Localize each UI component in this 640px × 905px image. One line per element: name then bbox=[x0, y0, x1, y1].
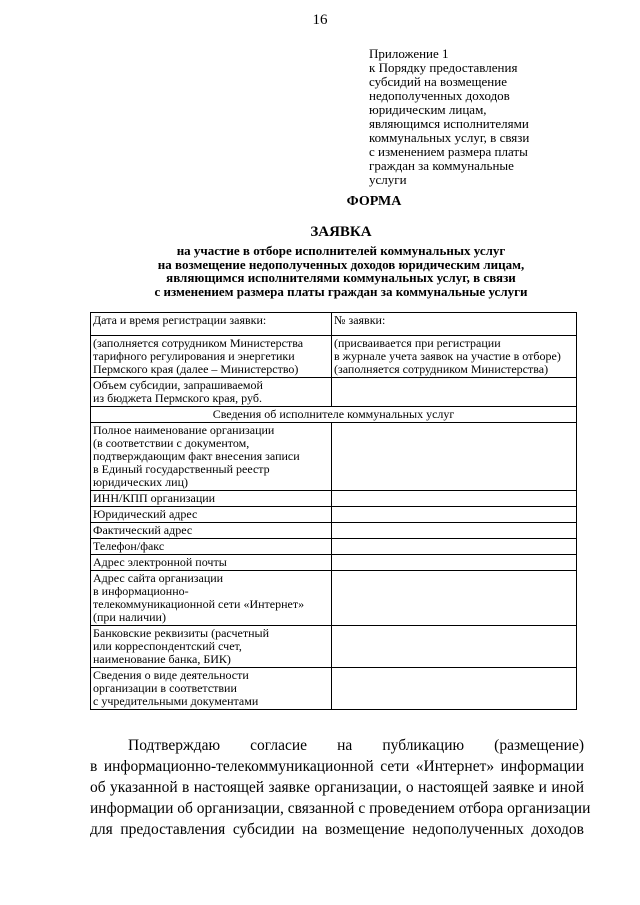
field-value-cell[interactable] bbox=[332, 491, 577, 507]
field-label-line: Адрес электронной почты bbox=[93, 555, 227, 569]
document-title: ЗАЯВКА bbox=[310, 224, 372, 240]
field-label-line: юридических лиц) bbox=[93, 475, 188, 489]
ministry-note-line: Пермского края (далее – Министерство) bbox=[93, 362, 299, 376]
registration-note-line: (присваивается при регистрации bbox=[334, 336, 501, 350]
field-label-line: с учредительными документами bbox=[93, 694, 259, 708]
subsidy-amount-line: Объем субсидии, запрашиваемой bbox=[93, 378, 263, 392]
table-row bbox=[91, 523, 577, 539]
field-label-cell bbox=[91, 555, 332, 571]
field-label-cell bbox=[91, 668, 332, 710]
field-label-line: ИНН/КПП организации bbox=[93, 491, 216, 505]
field-label-line: Банковские реквизиты (расчетный bbox=[93, 626, 269, 640]
field-label-cell bbox=[91, 571, 332, 626]
field-label-line: в информационно- bbox=[93, 584, 189, 598]
table-row bbox=[91, 423, 577, 491]
appendix-line: субсидий на возмещение bbox=[369, 74, 507, 89]
appendix-line: граждан за коммунальные bbox=[369, 158, 514, 173]
subsidy-amount-value-cell[interactable] bbox=[332, 378, 577, 407]
subsidy-amount-label-cell bbox=[91, 378, 332, 407]
page-number: 16 bbox=[312, 12, 328, 28]
field-label-line: Юридический адрес bbox=[93, 507, 198, 521]
field-label-line: организации в соответствии bbox=[93, 681, 237, 695]
paragraph-line: Подтверждаю согласие на публикацию (размещение) bbox=[128, 737, 584, 754]
ministry-note-line: (заполняется сотрудником Министерства bbox=[93, 336, 304, 350]
form-label: ФОРМА bbox=[346, 194, 402, 209]
appendix-line: юридическим лицам, bbox=[369, 102, 487, 117]
table-row bbox=[91, 313, 577, 336]
field-value-cell[interactable] bbox=[332, 423, 577, 491]
table-row bbox=[91, 407, 577, 423]
paragraph-line: в информационно-телекоммуникационной сети «Интернет» информации bbox=[90, 758, 584, 775]
field-label-line: Телефон/факс bbox=[93, 539, 165, 553]
field-label-cell bbox=[91, 539, 332, 555]
table-row bbox=[91, 539, 577, 555]
subtitle-line: на участие в отборе исполнителей коммунальных услуг bbox=[176, 243, 506, 258]
subtitle-line: с изменением размера платы граждан за коммунальные услуги bbox=[154, 283, 528, 299]
field-label-cell bbox=[91, 523, 332, 539]
appendix-line: услуги bbox=[369, 172, 407, 187]
table-row bbox=[91, 378, 577, 407]
subsidy-amount-line: из бюджета Пермского края, руб. bbox=[93, 391, 262, 405]
table-row bbox=[91, 491, 577, 507]
section-header: Сведения об исполнителе коммунальных услуг bbox=[212, 407, 455, 421]
document-subtitle bbox=[0, 244, 640, 298]
field-label-line: (при наличии) bbox=[93, 610, 166, 624]
field-label-cell bbox=[91, 507, 332, 523]
field-label-line: Полное наименование организации bbox=[93, 423, 275, 437]
registration-note-cell bbox=[332, 336, 577, 378]
app-number-cell bbox=[332, 313, 577, 336]
reg-date-cell bbox=[91, 313, 332, 336]
reg-date-label: Дата и время регистрации заявки: bbox=[93, 313, 267, 327]
field-label-line: телекоммуникационной сети «Интернет» bbox=[93, 597, 305, 611]
paragraph-line: об указанной в настоящей заявке организации, о настоящей заявке и иной bbox=[90, 779, 584, 796]
field-label-line: наименование банка, БИК) bbox=[93, 652, 231, 666]
field-label-line: Сведения о виде деятельности bbox=[93, 668, 249, 682]
ministry-note-line: тарифного регулирования и энергетики bbox=[93, 349, 295, 363]
field-value-cell[interactable] bbox=[332, 571, 577, 626]
registration-note-line: (заполняется сотрудником Министерства) bbox=[334, 362, 549, 376]
field-value-cell[interactable] bbox=[332, 626, 577, 668]
table-row bbox=[91, 668, 577, 710]
application-form-table bbox=[90, 312, 577, 710]
field-label-cell bbox=[91, 626, 332, 668]
table-row bbox=[91, 626, 577, 668]
subtitle-line: на возмещение недополученных доходов юридическим лицам, bbox=[157, 256, 525, 272]
subtitle-line: являющимся исполнителями коммунальных услуг, в связи bbox=[166, 270, 516, 285]
field-label-cell bbox=[91, 491, 332, 507]
consent-paragraph bbox=[90, 735, 591, 840]
paragraph-line: для предоставления субсидии на возмещение недополученных доходов bbox=[90, 821, 584, 838]
appendix-block bbox=[369, 47, 619, 187]
field-label-line: Фактический адрес bbox=[93, 523, 193, 537]
appendix-line: к Порядку предоставления bbox=[369, 60, 518, 75]
field-value-cell[interactable] bbox=[332, 523, 577, 539]
appendix-line: коммунальных услуг, в связи bbox=[369, 130, 530, 145]
table-row bbox=[91, 507, 577, 523]
appendix-line: с изменением размера платы bbox=[369, 144, 528, 159]
field-value-cell[interactable] bbox=[332, 555, 577, 571]
table-row bbox=[91, 336, 577, 378]
field-label-line: или корреспондентский счет, bbox=[93, 639, 242, 653]
field-label-line: Адрес сайта организации bbox=[93, 571, 224, 585]
field-value-cell[interactable] bbox=[332, 507, 577, 523]
appendix-line: являющимся исполнителями bbox=[369, 116, 529, 131]
section-header-cell bbox=[91, 407, 577, 423]
field-label-line: в Единый государственный реестр bbox=[93, 462, 270, 476]
table-row bbox=[91, 555, 577, 571]
field-value-cell[interactable] bbox=[332, 668, 577, 710]
field-label-cell bbox=[91, 423, 332, 491]
registration-note-line: в журнале учета заявок на участие в отборе) bbox=[334, 349, 561, 363]
field-value-cell[interactable] bbox=[332, 539, 577, 555]
app-number-label: № заявки: bbox=[334, 313, 386, 327]
ministry-note-cell bbox=[91, 336, 332, 378]
table-row bbox=[91, 571, 577, 626]
appendix-line: Приложение 1 bbox=[369, 46, 449, 61]
field-label-line: (в соответствии с документом, bbox=[93, 436, 250, 450]
paragraph-line: информации об организации, связанной с проведением отбора организации bbox=[90, 800, 591, 817]
field-label-line: подтверждающим факт внесения записи bbox=[93, 449, 300, 463]
appendix-line: недополученных доходов bbox=[369, 88, 510, 103]
